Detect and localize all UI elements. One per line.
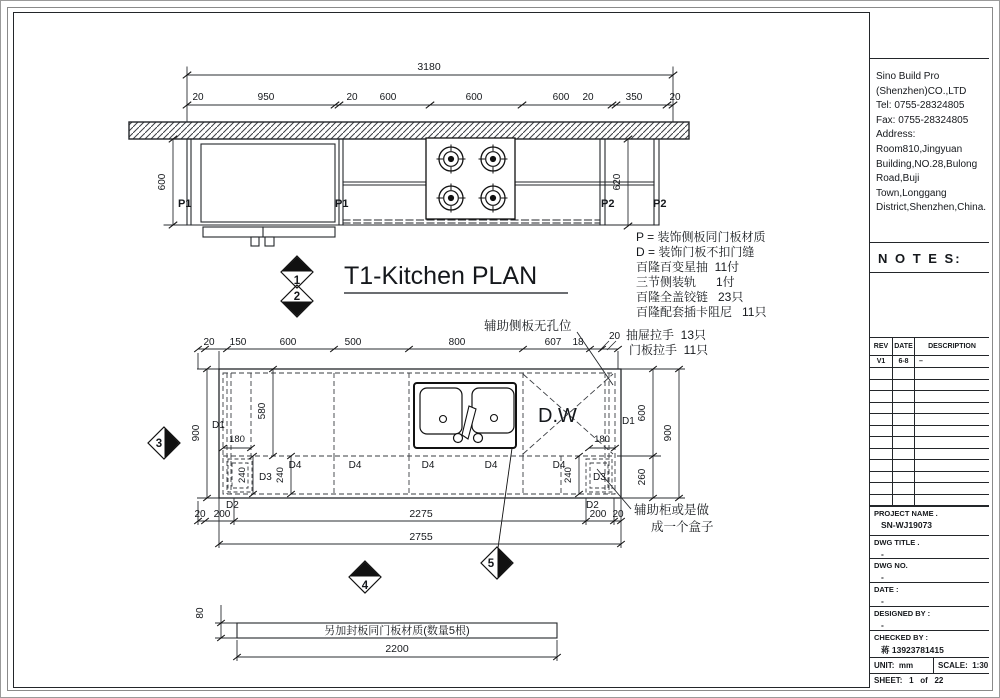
rev-empty-cell xyxy=(870,437,893,449)
svg-text:4: 4 xyxy=(361,580,369,592)
dim-label: 180 xyxy=(594,434,610,445)
checked-by-value: 蒋 13923781415 xyxy=(881,645,944,655)
rev-empty-cell xyxy=(870,460,893,472)
elevation-base-unit xyxy=(203,227,335,246)
checked-by-field xyxy=(870,631,989,658)
dim-label: 150 xyxy=(229,337,247,348)
rev-empty-cell xyxy=(893,495,915,507)
dim-label: 200 xyxy=(213,509,231,520)
rev-empty-cell xyxy=(893,403,915,415)
sheet-number: SHEET: 1 of 22 xyxy=(874,676,944,685)
dim-label: 600 xyxy=(637,404,648,422)
faucet-knob-icon xyxy=(474,434,483,443)
field-label: CHECKED BY : xyxy=(874,633,929,642)
dim-label: 240 xyxy=(237,467,248,483)
note-line: 百隆配套插卡阻尼 11只 xyxy=(636,305,767,319)
unit-scale-row xyxy=(870,658,989,674)
drain-icon xyxy=(440,416,447,423)
aux-cabinet-annotation xyxy=(597,469,714,534)
rev-empty-cell xyxy=(870,495,893,507)
date-value: - xyxy=(881,596,884,606)
panel-tag-d1: D1 xyxy=(622,416,635,427)
dim-label: 240 xyxy=(563,467,574,483)
dim-label: 240 xyxy=(275,467,286,483)
field-label: DESIGNED BY : xyxy=(874,609,931,618)
panel-tag-p1: P1 xyxy=(335,198,349,210)
rev-empty-cell xyxy=(893,483,915,495)
rev-header-rev: REV xyxy=(870,338,893,356)
company-line: Building,NO.28,Bulong xyxy=(876,158,978,170)
company-line: (Shenzhen)CO.,LTD xyxy=(876,85,967,97)
dim-label: 20 xyxy=(194,509,206,520)
dim-label: 900 xyxy=(191,424,202,442)
panel-tag-p2: P2 xyxy=(601,198,615,210)
rev-empty-cell xyxy=(915,368,989,380)
dim-label: 20 xyxy=(203,337,215,348)
dim-label-plan-total: 2755 xyxy=(409,531,433,543)
rev-empty-cell xyxy=(915,460,989,472)
rev-empty-cell xyxy=(915,472,989,484)
company-line: Address: xyxy=(876,129,916,141)
cooktop xyxy=(426,138,515,219)
notes-area xyxy=(870,273,989,338)
rev-empty-cell xyxy=(893,426,915,438)
rev-empty-cell xyxy=(870,472,893,484)
faucet-knob-icon xyxy=(454,434,463,443)
dwg-title-value: - xyxy=(881,549,884,559)
rev-empty-cell xyxy=(915,495,989,507)
rev-empty-cell xyxy=(870,391,893,403)
svg-text:1: 1 xyxy=(293,275,301,287)
logo-box xyxy=(870,12,989,59)
plan-view xyxy=(191,337,685,548)
dim-label: 20 xyxy=(582,92,594,103)
rev-empty-cell xyxy=(893,472,915,484)
marker-3 xyxy=(148,427,180,459)
dim-label: 20 xyxy=(609,331,621,342)
dim-label: 800 xyxy=(448,337,466,348)
rev-empty-cell xyxy=(893,437,915,449)
date-field xyxy=(870,583,989,607)
dim-label: 80 xyxy=(195,607,206,619)
dim-label: 20 xyxy=(669,92,681,103)
rev-cell: – xyxy=(915,356,989,368)
page-title: T1-Kitchen PLAN xyxy=(344,262,538,290)
notes-header: N O T E S: xyxy=(870,243,989,273)
rev-empty-cell xyxy=(870,414,893,426)
rev-empty-cell xyxy=(870,449,893,461)
project-name-value: SN-WJ19073 xyxy=(881,520,933,530)
panel-tag-d4: D4 xyxy=(421,460,435,471)
sink xyxy=(414,383,516,448)
dim-label: 580 xyxy=(257,402,268,420)
dim-label-height-left: 600 xyxy=(157,173,168,191)
project-name-field xyxy=(870,507,989,536)
dim-label: 600 xyxy=(552,92,570,103)
dim-label: 600 xyxy=(379,92,397,103)
marker-1 xyxy=(281,256,313,288)
dim-label: 950 xyxy=(257,92,275,103)
note-line: P = 装饰侧板同门板材质 xyxy=(636,230,766,244)
aux-side-annotation xyxy=(484,318,616,385)
rev-empty-cell xyxy=(915,437,989,449)
dim-label: 200 xyxy=(589,509,607,520)
cad-drawing-canvas xyxy=(1,1,871,698)
svg-text:成一个盒子: 成一个盒子 xyxy=(651,520,714,534)
elevation-cabinet-outline xyxy=(187,139,659,225)
rev-empty-cell xyxy=(870,426,893,438)
dim-label: 20 xyxy=(612,509,624,520)
dim-label-height-right: 620 xyxy=(612,173,623,191)
panel-tag-d4: D4 xyxy=(552,460,566,471)
company-line: Tel: 0755-28324805 xyxy=(876,100,965,112)
company-line: Sino Build Pro xyxy=(876,71,940,82)
dwg-no-value: - xyxy=(881,572,884,582)
revision-table xyxy=(870,338,989,507)
rev-empty-cell xyxy=(870,483,893,495)
rev-empty-cell xyxy=(893,460,915,472)
dim-label-total-width: 3180 xyxy=(417,61,441,73)
field-label: DATE : xyxy=(874,585,899,594)
marker-4 xyxy=(349,561,381,593)
svg-text:辅助侧板无孔位: 辅助侧板无孔位 xyxy=(484,319,572,333)
note-line: 百隆百变星抽 11付 xyxy=(636,260,740,274)
company-line: Room810,Jingyuan xyxy=(876,143,963,155)
rev-empty-cell xyxy=(870,368,893,380)
plan-top-dims xyxy=(194,346,622,369)
panel-tag-d4: D4 xyxy=(484,460,498,471)
drain-icon xyxy=(491,415,498,422)
designed-by-field xyxy=(870,607,989,631)
note-line: 门板拉手 11只 xyxy=(629,343,709,357)
title-block xyxy=(869,12,989,688)
rev-empty-cell xyxy=(915,426,989,438)
dim-label: 260 xyxy=(637,468,648,486)
dim-label: 600 xyxy=(279,337,297,348)
unit-value: UNIT: mm xyxy=(870,658,934,673)
rev-empty-cell xyxy=(915,449,989,461)
dim-label: 607 xyxy=(544,337,562,348)
dwg-no-field xyxy=(870,559,989,583)
rev-empty-cell xyxy=(870,403,893,415)
panel-tag-d3: D3 xyxy=(593,472,606,483)
svg-text:3: 3 xyxy=(155,438,163,450)
note-line: 三节侧装轨 1付 xyxy=(636,275,735,289)
designed-by-value: - xyxy=(881,620,884,630)
dim-label: 18 xyxy=(572,337,584,348)
company-line: Road,Buji Town,Longgang xyxy=(876,173,947,199)
dim-label: 180 xyxy=(229,434,245,445)
panel-tag-d3: D3 xyxy=(259,472,272,483)
elevation-view xyxy=(129,61,689,246)
panel-tag-d4: D4 xyxy=(348,460,362,471)
marker-2 xyxy=(281,285,313,317)
rev-empty-cell xyxy=(915,403,989,415)
filler-strip-label: 另加封板同门板材质(数量5根) xyxy=(324,625,470,637)
dim-label: 20 xyxy=(192,92,204,103)
field-label: DWG TITLE . xyxy=(874,538,920,547)
company-line: Fax: 0755-28324805 xyxy=(876,114,969,126)
dim-label: 2200 xyxy=(385,643,409,655)
panel-tag-d1: D1 xyxy=(212,420,225,431)
dim-label: 500 xyxy=(344,337,362,348)
dim-label: 2275 xyxy=(409,508,433,520)
scale-value: SCALE: 1:30 xyxy=(938,661,989,670)
panel-tag-p2: P2 xyxy=(653,198,667,210)
company-line: District,Shenzhen,China. xyxy=(876,202,987,214)
rev-empty-cell xyxy=(893,368,915,380)
note-line: D = 装饰门板不扣门缝 xyxy=(636,245,755,259)
filler-strip xyxy=(195,605,561,661)
rev-empty-cell xyxy=(893,414,915,426)
panel-tag-d4: D4 xyxy=(288,460,302,471)
dwg-title-field xyxy=(870,536,989,559)
rev-empty-cell xyxy=(915,414,989,426)
wall-hatch-band xyxy=(129,122,689,139)
rev-cell: V1 xyxy=(870,356,893,368)
rev-empty-cell xyxy=(915,483,989,495)
panel-tag-d2: D2 xyxy=(226,500,239,511)
panel-tag-p1: P1 xyxy=(178,198,192,210)
rev-empty-cell xyxy=(893,380,915,392)
field-label: PROJECT NAME . xyxy=(874,509,938,518)
rev-empty-cell xyxy=(893,391,915,403)
rev-empty-cell xyxy=(915,380,989,392)
rev-cell: 6-8 xyxy=(893,356,915,368)
svg-text:辅助柜或是做: 辅助柜或是做 xyxy=(634,503,710,517)
dim-label: 600 xyxy=(465,92,483,103)
hardware-notes xyxy=(609,229,766,357)
rev-empty-cell xyxy=(893,449,915,461)
panel-tag-d2: D2 xyxy=(586,500,599,511)
dim-label: 350 xyxy=(625,92,643,103)
dim-label: 20 xyxy=(346,92,358,103)
field-label: DWG NO. xyxy=(874,561,908,570)
note-line: 百隆全盖铰链 23只 xyxy=(636,290,744,304)
company-info xyxy=(870,59,989,243)
rev-header-date: DATE xyxy=(893,338,915,356)
rev-empty-cell xyxy=(870,380,893,392)
svg-text:2: 2 xyxy=(293,291,301,303)
note-line: 抽屉拉手 13只 xyxy=(626,328,707,342)
rev-empty-cell xyxy=(915,391,989,403)
svg-text:5: 5 xyxy=(487,558,495,570)
dishwasher-label: D.W xyxy=(538,405,577,427)
dim-label: 900 xyxy=(663,424,674,442)
rev-header-description: DESCRIPTION xyxy=(915,338,989,356)
